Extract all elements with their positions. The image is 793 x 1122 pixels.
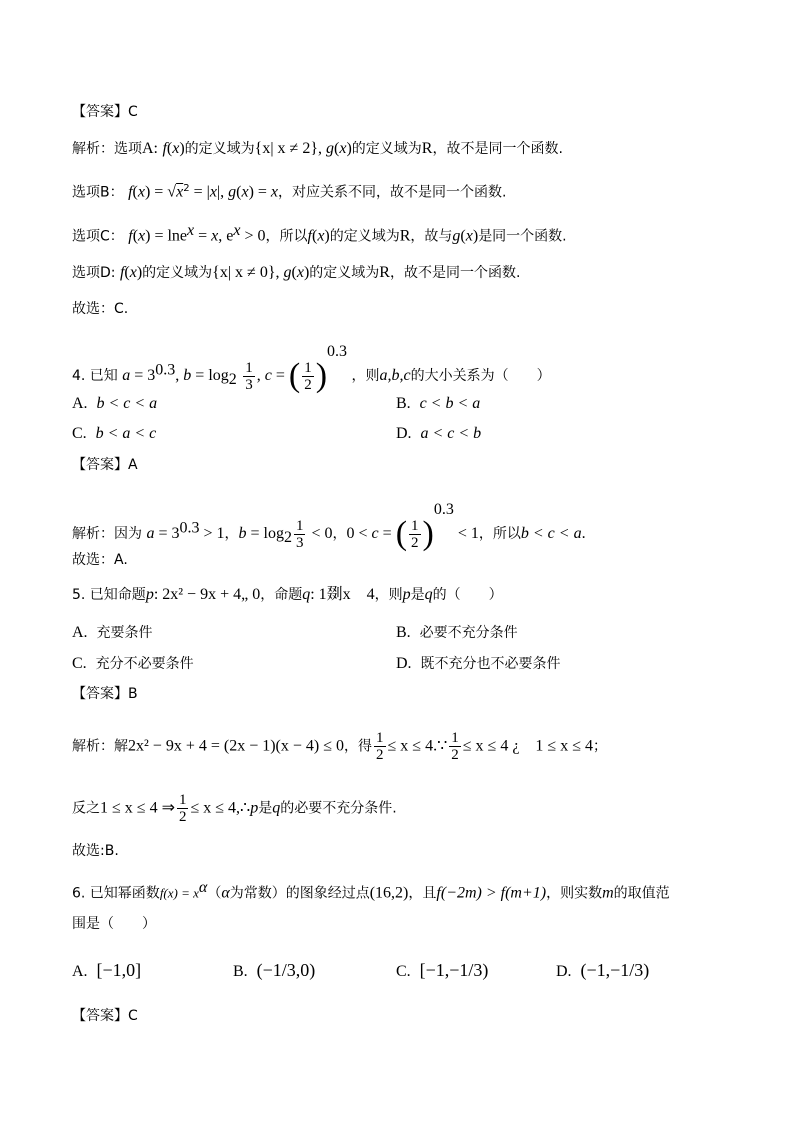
q6-option-d: D. (−1,−1/3) [556,960,650,980]
q4-option-d: D. a < c < b [396,425,482,442]
q4-stem: 4. 已知 $a = 3^{0.3}$, $b = \log_2$ $\frac{1}{3}$ , c = ( $\frac{1}{2}$ )$^{0.3}$ ，则a,b,c的大小关系为（ ） [72,343,551,394]
fraction: $\frac{1}{3}$ [245,359,253,393]
text: 的大小关系为（ ） [410,368,551,384]
q3-answer: 【答案】C [72,104,138,120]
analysis-label: 解析：选项 [72,141,142,157]
q4-option-a: A. b < c < a [72,395,158,412]
text: 是同一个函数. [478,228,567,245]
q5-choose: 故选:B. [72,843,119,859]
analysis-label: 解析：解 [72,738,128,755]
q3-option-c-analysis: 选项C： f(x) = lne$^x$ = x, $e^x > 0$，所以f(x)的定义域为R，故与g(x)是同一个函数. [72,222,567,245]
real-set: R [379,264,390,281]
q6-option-b: B. (−1/3,0) [233,960,316,980]
q6-stem-line1: 6. 已知幂函数$f(x) = x^\alpha(\alpha$为常数）的图象经过点(16,2)，且f(−2m) > f(m+1)，则实数m的取值范 [72,879,670,902]
option-label: 选项C： [72,228,124,245]
text: ，故与 [410,228,453,245]
q4-option-c: C. b < a < c [72,425,157,442]
q5-option-d: D. 既不充分也不必要条件 [396,655,561,672]
text: ，则 [351,368,380,384]
text: ，命题 [260,587,303,603]
q6-option-a: A. [−1,0] [72,960,142,980]
domain-set: {x| x ≠ 2} [254,140,319,157]
question-number: 5. 已知命题 [72,587,146,603]
conclusion: b < c < a [520,525,582,542]
proposition-q: : 1剟x 4 [310,586,375,603]
q5-option-a: A. 充要条件 [72,624,153,641]
q3-choose: 故选：C. [72,301,129,317]
factored-expression: 2x² − 9x + 4 = (2x − 1)(x − 4) ≤ 0 [128,737,345,755]
real-set: R [421,140,433,157]
q5-answer: 【答案】B [72,686,138,702]
text: 是 [410,587,425,603]
text: 反之 [72,800,100,817]
q5-analysis-line1: 解析：解2x² − 9x + 4 = (2x − 1)(x − 4) ≤ 0，得 $\frac{1}{2}$ ≤ x ≤ 4.∵ $\frac{1}{2}$ ≤ x ≤ 4 ¿ 1 ≤ x ≤ 4； [72,730,607,763]
q6-option-c: C. [−1,−1/3) [396,960,489,980]
text: ，对应关系不同，故不是同一个函数. [278,184,507,201]
option-label: 选项D: [72,265,116,281]
text: 的定义域为 [351,141,422,157]
text: ，则 [374,587,403,603]
q6-stem-line2: 围是（ ） [72,916,156,932]
q4-analysis: 解析：因为 $a = 3^{0.3} > 1$，$b = \log_2$ $\frac{1}{3}$ < 0，0 < c = ( $\frac{1}{2}$ )$^{0.3}$ < 1，所以b < c < a. [72,501,586,552]
text: 的定义域为 [329,228,400,245]
text: 的定义域为 [184,141,255,157]
domain-set: {x| x ≠ 0} [212,264,276,281]
variables: a,b,c [379,367,411,384]
text: ，故不是同一个函数. [389,265,521,281]
condition: f(−2m) > f(m+1) [436,884,547,902]
q3-option-b-analysis: 选项B： $f(x) = √x^2 = |x|$, g(x) = x，对应关系不同，故不是同一个函数. [72,183,507,201]
text: 的（ ） [432,587,503,603]
option-label: 选项B： [72,184,124,201]
analysis-label: 解析：因为 [72,526,142,542]
q6-answer: 【答案】C [72,1008,138,1024]
question-number: 6. 已知幂函数 [72,885,160,902]
fraction: $\frac{1}{2}$ [304,359,312,393]
point: (16,2) [369,884,409,902]
q4-option-b: B. c < b < a [396,395,481,412]
q4-choose: 故选：A. [72,552,128,568]
text: 的定义域为 [309,265,380,281]
text: ，得 [344,738,373,755]
q5-option-b: B. 必要不充分条件 [396,624,518,641]
option-label: A: [142,140,158,157]
q3-option-a-analysis: 解析：选项A: f(x)的定义域为{x| x ≠ 2}, g(x)的定义域为R，故不是同一个函数. [72,140,563,157]
real-set: R [399,227,411,245]
q4-answer: 【答案】A [72,457,138,473]
text: 的定义域为 [142,265,213,281]
q5-stem: 5. 已知命题p: 2x² − 9x + 4„ 0，命题q: 1剟x 4，则p是q的（ ） [72,586,503,603]
text: ，故不是同一个函数. [432,141,563,157]
text: ，所以 [478,526,521,542]
question-number: 4. 已知 [72,368,118,384]
q5-analysis-line2: 反之1 ≤ x ≤ 4 ⇒ $\frac{1}{2}$ ≤ x ≤ 4,∴p是q的必要不充分条件. [72,792,397,825]
proposition-p: : 2x² − 9x + 4„ 0 [153,586,261,603]
q3-option-d-analysis: 选项D: f(x)的定义域为{x| x ≠ 0}, g(x)的定义域为R，故不是同一个函数. [72,264,521,281]
text: ，所以 [265,228,308,245]
q5-option-c: C. 充分不必要条件 [72,655,194,672]
